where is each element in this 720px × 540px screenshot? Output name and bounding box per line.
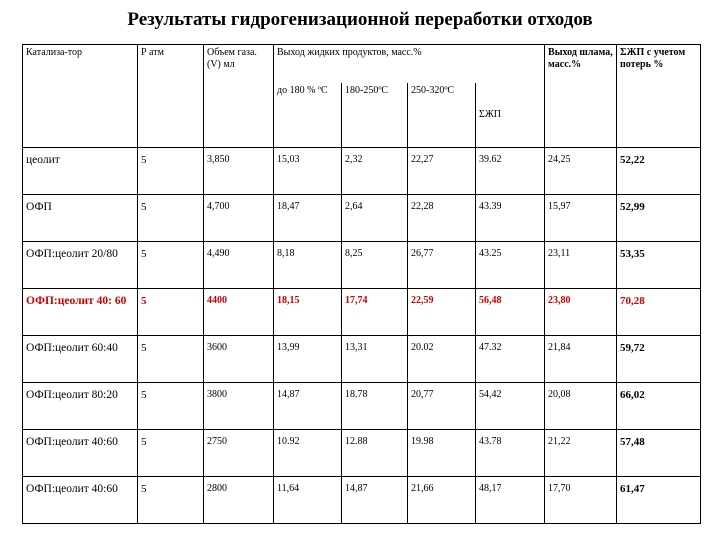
cell-sum-liquid: 54,42 <box>476 383 545 430</box>
cell-fraction-180: 18,47 <box>274 195 342 242</box>
header-gas-volume: Объем газа. (V) мл <box>204 45 274 148</box>
header-liquid-yield: Выход жидких продуктов, масс.% <box>274 45 545 84</box>
table-row <box>23 383 701 430</box>
cell-sum-liquid: 47.32 <box>476 336 545 383</box>
cell-pressure: 5 <box>138 477 204 524</box>
cell-sum-loss: 66,02 <box>617 383 701 430</box>
cell-fraction-180-250: 17,74 <box>342 289 408 336</box>
cell-sum-loss: 53,35 <box>617 242 701 289</box>
cell-gas-volume: 4,490 <box>204 242 274 289</box>
header-pressure: Р атм <box>138 45 204 148</box>
cell-sum-liquid: 56,48 <box>476 289 545 336</box>
cell-fraction-180-250: 8,25 <box>342 242 408 289</box>
cell-sludge: 15,97 <box>545 195 617 242</box>
table-row <box>23 430 701 477</box>
cell-fraction-180: 14,87 <box>274 383 342 430</box>
header-fraction-180: до 180 % ºС <box>274 83 342 148</box>
cell-fraction-180-250: 2,64 <box>342 195 408 242</box>
cell-sum-liquid: 43.25 <box>476 242 545 289</box>
page-title: Результаты гидрогенизационной переработки отходов <box>127 9 593 30</box>
cell-sludge: 23,11 <box>545 242 617 289</box>
cell-gas-volume: 2800 <box>204 477 274 524</box>
header-fraction-250-320: 250-320ºС <box>408 83 476 148</box>
results-table <box>22 44 701 524</box>
cell-pressure: 5 <box>138 195 204 242</box>
cell-gas-volume: 3600 <box>204 336 274 383</box>
cell-fraction-180-250: 18.78 <box>342 383 408 430</box>
header-catalyst: Катализа-тор <box>23 45 138 148</box>
cell-fraction-180-250: 14,87 <box>342 477 408 524</box>
cell-fraction-250-320: 22,28 <box>408 195 476 242</box>
cell-fraction-250-320: 26,77 <box>408 242 476 289</box>
table-row <box>23 242 701 289</box>
cell-catalyst: ОФП:цеолит 80:20 <box>23 383 138 430</box>
header-row <box>23 45 701 84</box>
table-row <box>23 477 701 524</box>
cell-catalyst: ОФП:цеолит 40: 60 <box>23 289 138 336</box>
header-sludge: Выход шлама, масс.% <box>545 45 617 148</box>
cell-fraction-180: 11,64 <box>274 477 342 524</box>
cell-fraction-250-320: 22,27 <box>408 148 476 195</box>
cell-fraction-250-320: 20.02 <box>408 336 476 383</box>
cell-fraction-180-250: 13,31 <box>342 336 408 383</box>
cell-sum-liquid: 39.62 <box>476 148 545 195</box>
cell-sum-loss: 61,47 <box>617 477 701 524</box>
cell-sum-loss: 52,22 <box>617 148 701 195</box>
cell-sum-liquid: 48,17 <box>476 477 545 524</box>
cell-gas-volume: 4,700 <box>204 195 274 242</box>
cell-fraction-180: 15,03 <box>274 148 342 195</box>
cell-fraction-250-320: 22,59 <box>408 289 476 336</box>
cell-sum-liquid: 43.78 <box>476 430 545 477</box>
table-body <box>23 148 701 524</box>
cell-sludge: 21,84 <box>545 336 617 383</box>
cell-pressure: 5 <box>138 336 204 383</box>
cell-fraction-180: 8,18 <box>274 242 342 289</box>
header-sum-loss: ΣЖП с учетом потерь % <box>617 45 701 148</box>
cell-gas-volume: 3800 <box>204 383 274 430</box>
cell-fraction-250-320: 19.98 <box>408 430 476 477</box>
cell-pressure: 5 <box>138 148 204 195</box>
header-sum-liquid: ΣЖП <box>476 83 545 148</box>
cell-catalyst: ОФП <box>23 195 138 242</box>
cell-fraction-180: 18,15 <box>274 289 342 336</box>
cell-sludge: 17,70 <box>545 477 617 524</box>
table-row <box>23 195 701 242</box>
cell-fraction-180-250: 12.88 <box>342 430 408 477</box>
table-row <box>23 148 701 195</box>
cell-sum-liquid: 43.39 <box>476 195 545 242</box>
header-fraction-180-250: 180-250ºС <box>342 83 408 148</box>
cell-catalyst: ОФП:цеолит 40:60 <box>23 477 138 524</box>
cell-sludge: 21,22 <box>545 430 617 477</box>
cell-catalyst: ОФП:цеолит 60:40 <box>23 336 138 383</box>
cell-catalyst: цеолит <box>23 148 138 195</box>
cell-pressure: 5 <box>138 383 204 430</box>
table-row <box>23 336 701 383</box>
cell-gas-volume: 4400 <box>204 289 274 336</box>
cell-sludge: 23,80 <box>545 289 617 336</box>
cell-fraction-250-320: 20,77 <box>408 383 476 430</box>
table-row <box>23 289 701 336</box>
cell-sum-loss: 52,99 <box>617 195 701 242</box>
cell-fraction-180: 13,99 <box>274 336 342 383</box>
cell-pressure: 5 <box>138 289 204 336</box>
cell-fraction-250-320: 21,66 <box>408 477 476 524</box>
cell-pressure: 5 <box>138 430 204 477</box>
cell-sum-loss: 70,28 <box>617 289 701 336</box>
cell-fraction-180: 10.92 <box>274 430 342 477</box>
cell-gas-volume: 2750 <box>204 430 274 477</box>
cell-gas-volume: 3,850 <box>204 148 274 195</box>
cell-sludge: 20,08 <box>545 383 617 430</box>
cell-sludge: 24,25 <box>545 148 617 195</box>
cell-fraction-180-250: 2,32 <box>342 148 408 195</box>
cell-catalyst: ОФП:цеолит 40:60 <box>23 430 138 477</box>
cell-sum-loss: 59,72 <box>617 336 701 383</box>
cell-catalyst: ОФП:цеолит 20/80 <box>23 242 138 289</box>
cell-sum-loss: 57,48 <box>617 430 701 477</box>
cell-pressure: 5 <box>138 242 204 289</box>
